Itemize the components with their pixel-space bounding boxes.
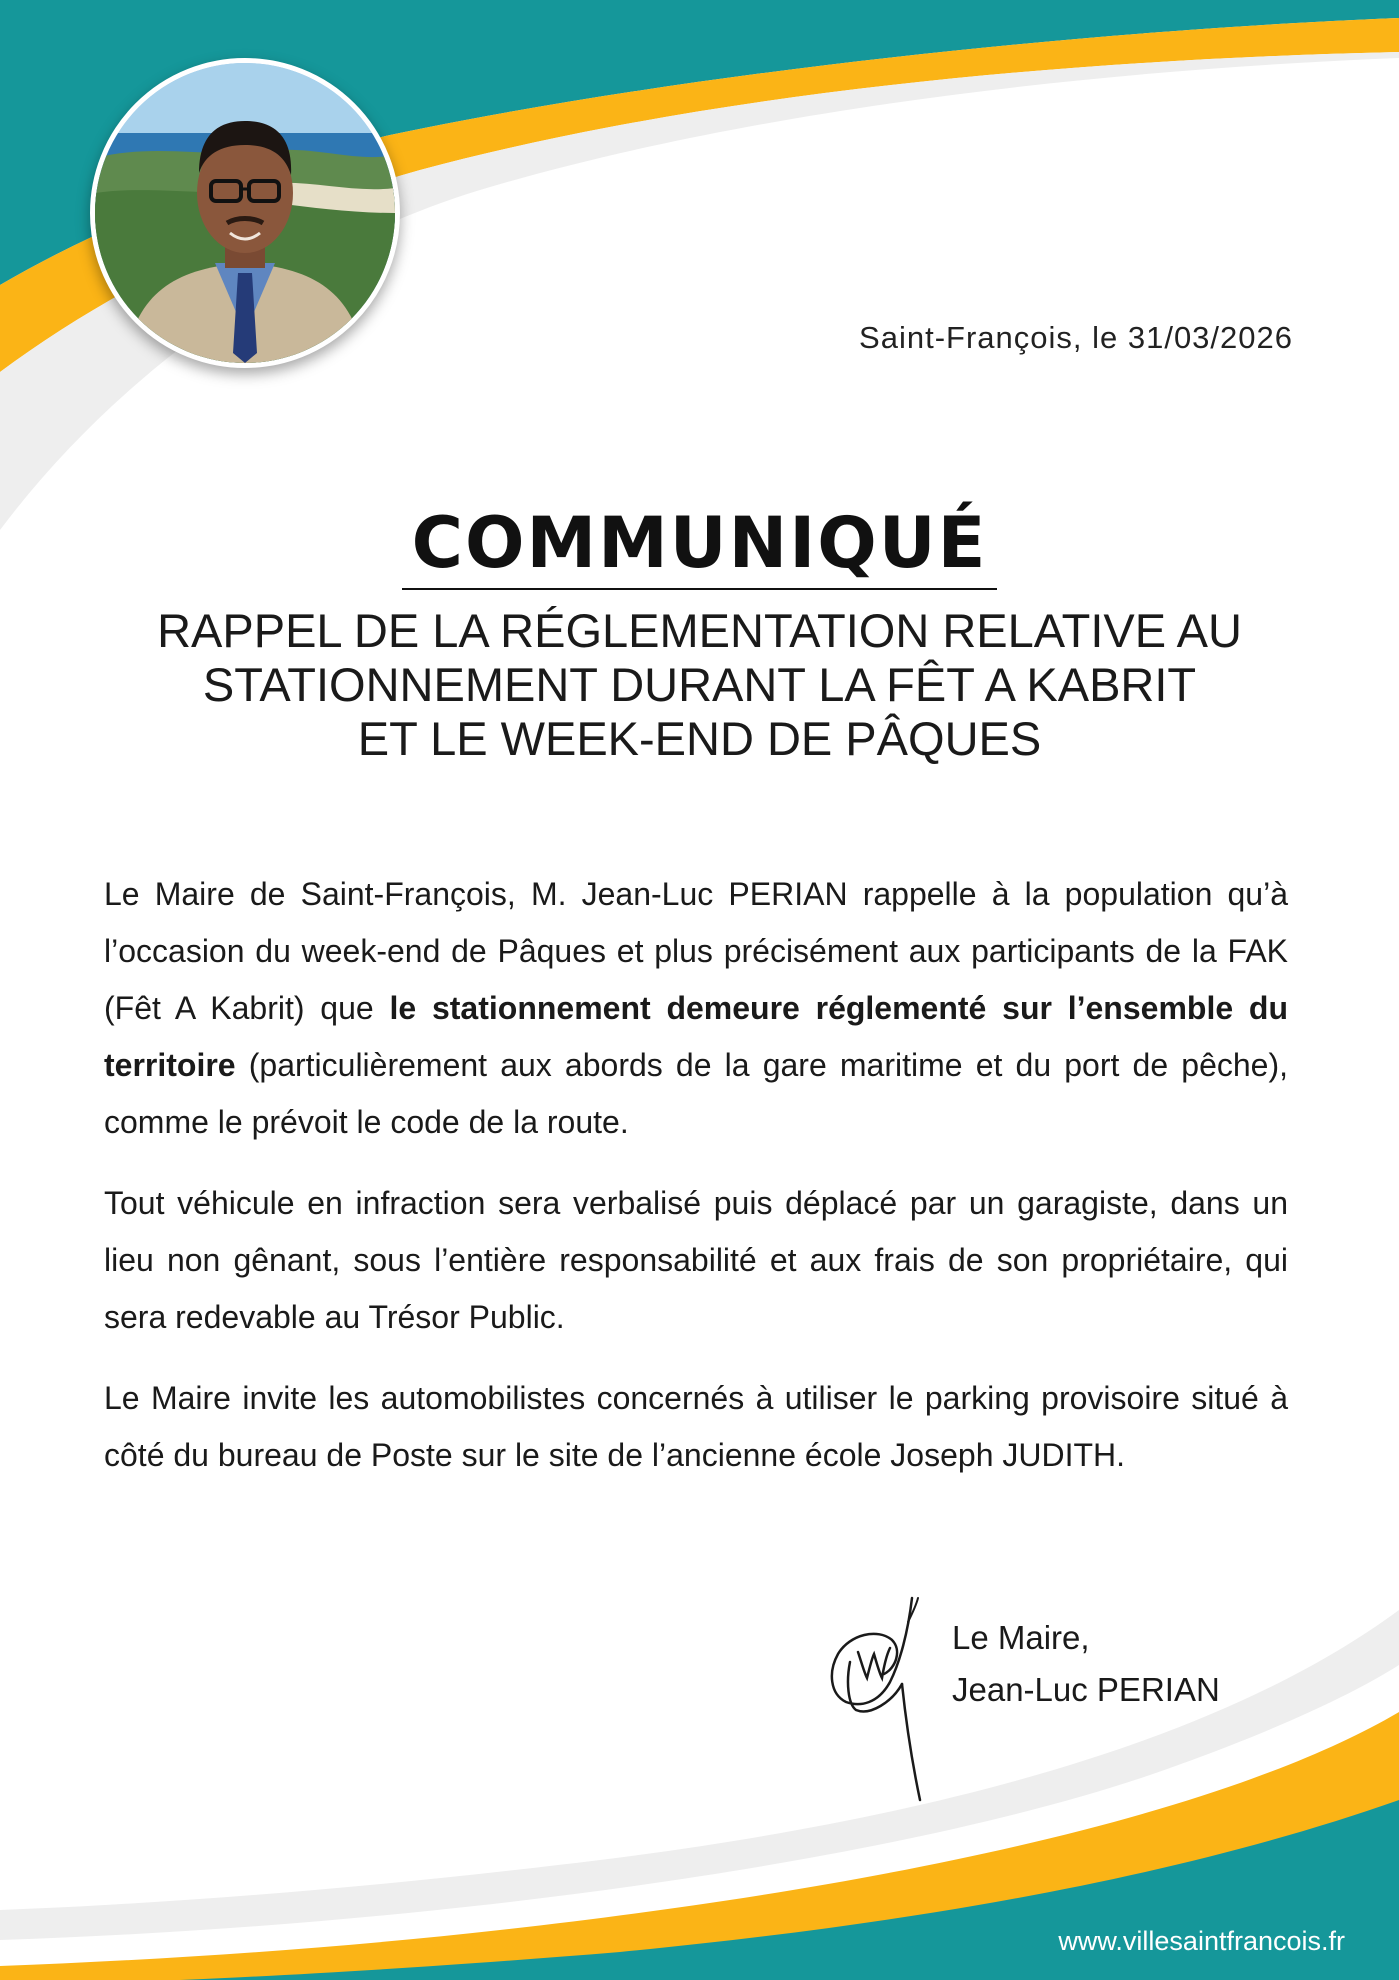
mayor-portrait [90, 58, 400, 368]
paragraph-1-text-b: (particulièrement aux abords de la gare maritime et du port de pêche), comme le prévoit le code de la route. [104, 1047, 1288, 1140]
subtitle-line-2: STATIONNEMENT DURANT LA FÊT A KABRIT [202, 658, 1197, 711]
signature-role: Le Maire, [952, 1619, 1090, 1656]
subtitle-line-1: RAPPEL DE LA RÉGLEMENTATION RELATIVE AU [157, 604, 1242, 657]
paragraph-2: Tout véhicule en infraction sera verbalisé puis déplacé par un garagiste, dans un lieu non gênant, sous l’entière responsabilité et aux frais de son propriétaire, qui sera redevable au Trésor Public. [104, 1185, 1288, 1335]
document-date: Saint-François, le 31/03/2026 [859, 320, 1293, 355]
paragraph-1-bold: le stationnement demeure réglementé sur l’ensemble du territoire [104, 990, 1289, 1083]
signature-name: Jean-Luc PERIAN [952, 1671, 1220, 1708]
subtitle-line-3: ET LE WEEK-END DE PÂQUES [357, 712, 1042, 765]
paragraph-1 [104, 866, 1288, 1151]
document-subtitle [100, 604, 1299, 766]
document-title: COMMUNIQUÉ [402, 502, 998, 590]
signature-block [952, 1612, 1220, 1716]
website-link[interactable]: www.villesaintfrancois.fr [1058, 1926, 1345, 1956]
portrait-photo [95, 63, 395, 363]
document-body [104, 866, 1288, 1508]
paragraph-3: Le Maire invite les automobilistes concernés à utiliser le parking provisoire situé à côté du bureau de Poste sur le site de l’ancienne école Joseph JUDITH. [104, 1380, 1288, 1473]
handwritten-signature [820, 1592, 940, 1812]
paragraph-1-text-a: Le Maire de Saint-François, M. Jean-Luc PERIAN rappelle à la population qu’à l’occasion du week-end de Pâques et plus précisément aux participants de la FAK (Fêt A Kabrit) que [104, 876, 1288, 1026]
